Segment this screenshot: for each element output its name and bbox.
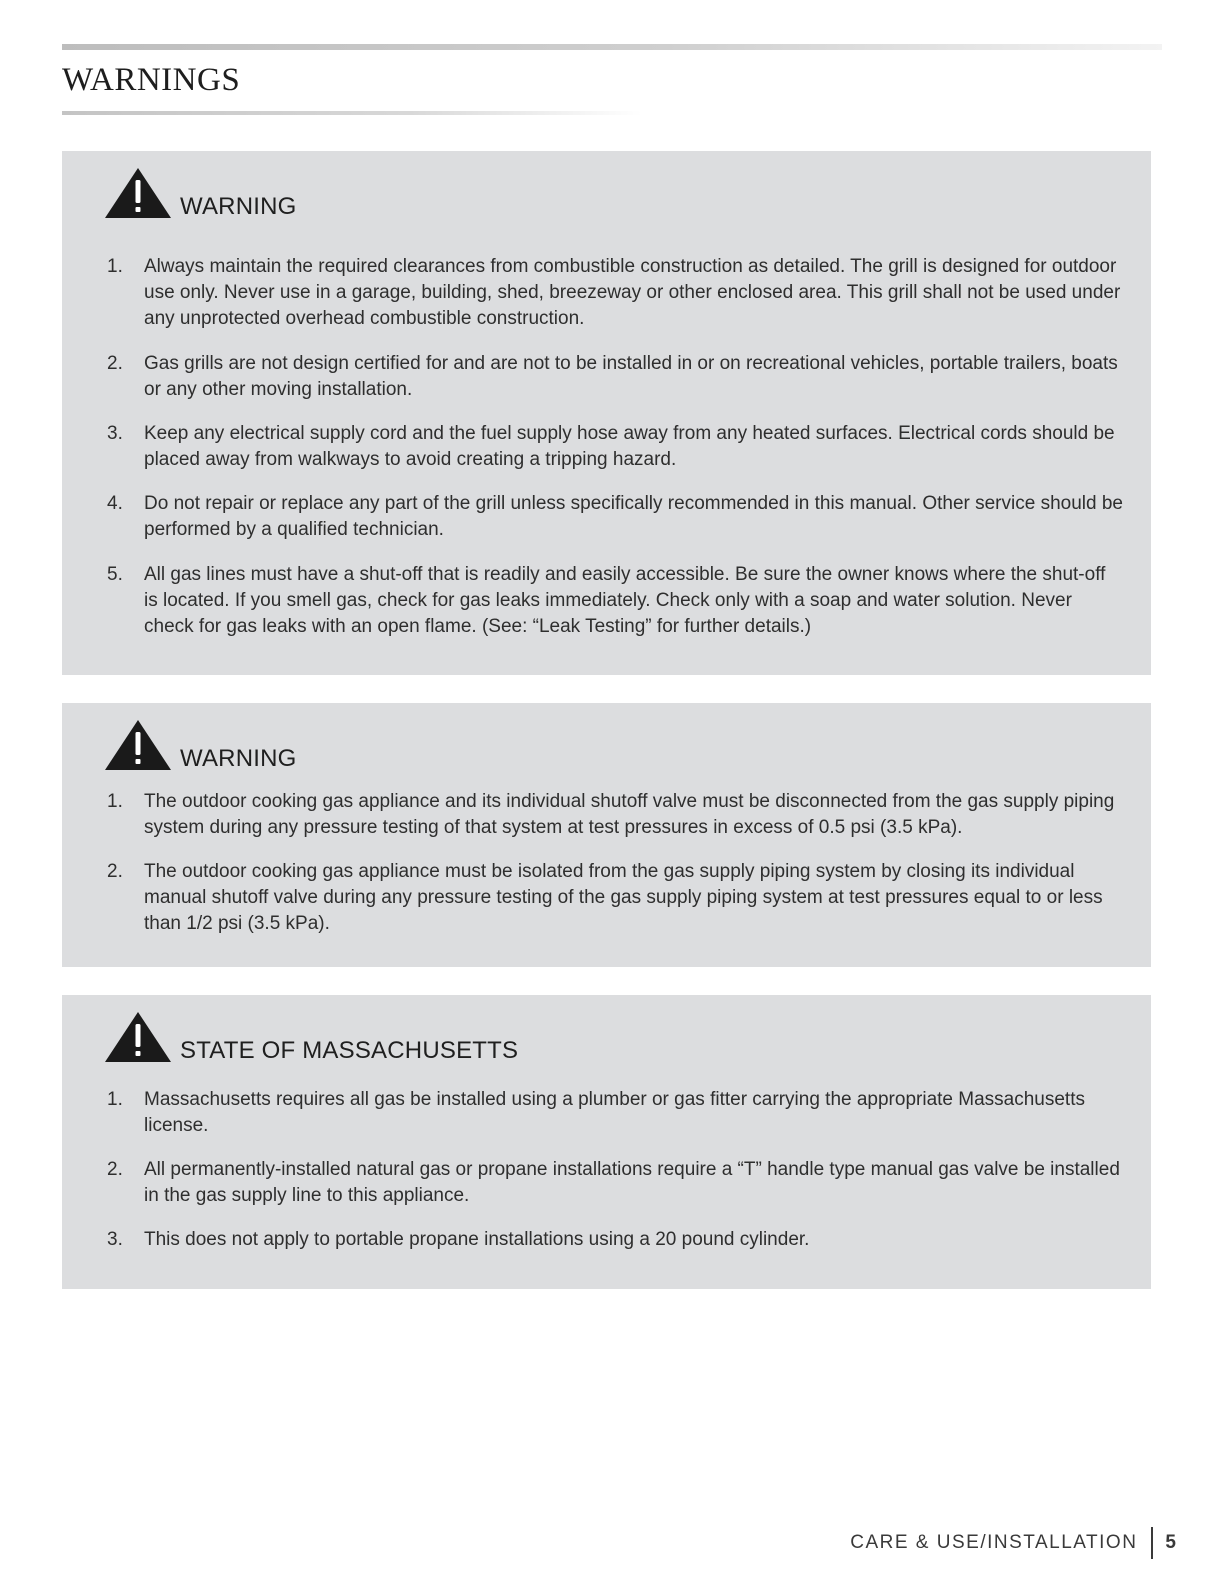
warning-list bbox=[107, 254, 1123, 640]
list-item bbox=[107, 421, 1123, 473]
item-number: 3. bbox=[107, 1229, 123, 1250]
page-number: 5 bbox=[1165, 1532, 1176, 1553]
warning-triangle-icon bbox=[104, 167, 172, 219]
list-item bbox=[107, 254, 1123, 332]
panel-heading bbox=[104, 167, 297, 219]
item-number: 1. bbox=[107, 256, 123, 277]
item-text: Massachusetts requires all gas be installed using a plumber or gas fitter carrying the appropriate Massachusetts license. bbox=[144, 1089, 1085, 1136]
item-number: 4. bbox=[107, 493, 123, 514]
item-text: Do not repair or replace any part of the grill unless specifically recommended in this manual. Other service should be performed by a qualified technician. bbox=[144, 493, 1123, 540]
list-item bbox=[107, 562, 1123, 640]
top-divider bbox=[62, 44, 1162, 50]
page-footer bbox=[850, 1527, 1176, 1559]
title-underline bbox=[62, 111, 642, 115]
panel-heading bbox=[104, 719, 297, 771]
page-title: WARNINGS bbox=[62, 62, 241, 98]
list-item bbox=[107, 1157, 1123, 1209]
item-number: 2. bbox=[107, 353, 123, 374]
item-number: 3. bbox=[107, 423, 123, 444]
item-number: 5. bbox=[107, 564, 123, 585]
item-text: Gas grills are not design certified for and are not to be installed in or on recreational vehicles, portable trailers, boats or any other moving installation. bbox=[144, 353, 1118, 400]
warning-triangle-icon bbox=[104, 719, 172, 771]
panel-title: WARNING bbox=[180, 745, 297, 772]
panel-heading bbox=[104, 1011, 518, 1063]
list-item bbox=[107, 491, 1123, 543]
item-text: Always maintain the required clearances from combustible construction as detailed. The grill is designed for outdoor use only. Never use in a garage, building, shed, breezeway or other enclosed area. This grill shall not be used under any unprotected overhead combustible construction. bbox=[144, 256, 1121, 329]
panel-title: STATE OF MASSACHUSETTS bbox=[180, 1037, 519, 1064]
item-number: 1. bbox=[107, 1089, 123, 1110]
item-text: The outdoor cooking gas appliance must be isolated from the gas supply piping system by closing its individual manual shutoff valve during any pressure testing of the gas supply piping system at test pressures equal to or less than 1/2 psi (3.5 kPa). bbox=[144, 861, 1103, 934]
list-item bbox=[107, 1227, 1123, 1253]
warning-panel-general bbox=[62, 151, 1151, 675]
warning-list bbox=[107, 789, 1123, 937]
list-item bbox=[107, 351, 1123, 403]
list-item bbox=[107, 789, 1123, 841]
item-text: The outdoor cooking gas appliance and its individual shutoff valve must be disconnected from the gas supply piping system during any pressure testing of that system at test pressures in excess of 0.5 psi (3.5 kPa). bbox=[144, 791, 1115, 838]
list-item bbox=[107, 1087, 1123, 1139]
item-number: 2. bbox=[107, 861, 123, 882]
massachusetts-list bbox=[107, 1087, 1123, 1253]
warning-panel-pressure-testing bbox=[62, 703, 1151, 967]
item-number: 1. bbox=[107, 791, 123, 812]
item-text: All permanently-installed natural gas or propane installations require a “T” handle type manual gas valve be installed in the gas supply line to this appliance. bbox=[144, 1159, 1120, 1206]
massachusetts-panel bbox=[62, 995, 1151, 1289]
panel-title: WARNING bbox=[180, 193, 297, 220]
item-text: All gas lines must have a shut-off that is readily and easily accessible. Be sure the owner knows where the shut-off is located. If you smell gas, check for gas leaks immediately. Check only with a soap and water solution. Never check for gas leaks with an open flame. (See: “Leak Testing” for further details.) bbox=[144, 564, 1106, 637]
footer-section-label: CARE & USE/INSTALLATION bbox=[850, 1532, 1138, 1553]
item-number: 2. bbox=[107, 1159, 123, 1180]
item-text: This does not apply to portable propane installations using a 20 pound cylinder. bbox=[144, 1229, 810, 1250]
footer-divider bbox=[1151, 1527, 1153, 1559]
list-item bbox=[107, 859, 1123, 937]
warning-triangle-icon bbox=[104, 1011, 172, 1063]
item-text: Keep any electrical supply cord and the fuel supply hose away from any heated surfaces. Electrical cords should be placed away from walkways to avoid creating a tripping hazard. bbox=[144, 423, 1115, 470]
